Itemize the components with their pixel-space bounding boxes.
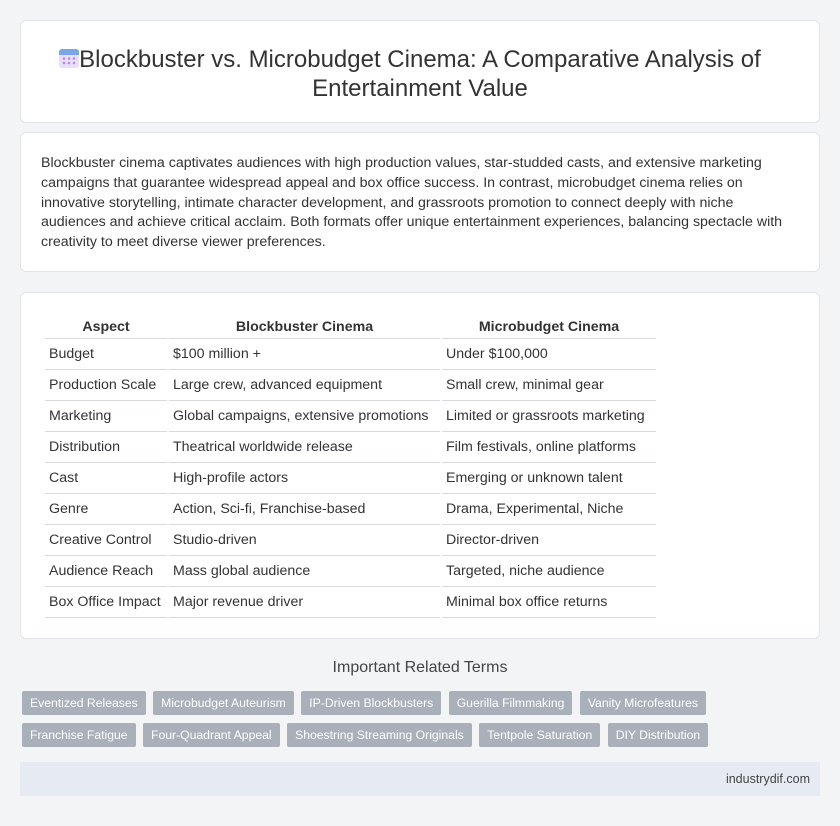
table-cell: Mass global audience [169,556,440,587]
table-row [45,587,656,618]
term-tag[interactable]: Microbudget Auteurism [153,691,294,715]
table-cell: Limited or grassroots marketing [442,401,656,432]
table-cell: Under $100,000 [442,339,656,370]
table-row [45,339,656,370]
comparison-card [20,292,820,639]
table-cell: Genre [45,494,167,525]
related-terms-title: Important Related Terms [332,659,508,676]
table-cell: High-profile actors [169,463,440,494]
table-cell: Distribution [45,432,167,463]
table-cell: Emerging or unknown talent [442,463,656,494]
table-cell: Minimal box office returns [442,587,656,618]
term-tag[interactable]: Four-Quadrant Appeal [143,723,280,747]
related-terms-list [22,691,822,755]
table-cell: Major revenue driver [169,587,440,618]
table-cell: Targeted, niche audience [442,556,656,587]
table-cell: Director-driven [442,525,656,556]
table-cell: Small crew, minimal gear [442,370,656,401]
intro-card [20,132,820,272]
column-header-microbudget: Microbudget Cinema [442,314,656,339]
table-cell: Studio-driven [169,525,440,556]
intro-paragraph: Blockbuster cinema captivates audiences with high production values, star-studded casts, and extensive marketing campaigns that guarantee widespread appeal and box office success. In contrast, microbudget cinema relies on innovative storytelling, intimate character development, and grassroots promotion to connect deeply with niche audiences and achieve critical acclaim. Both formats offer unique entertainment experiences, balancing spectacle with creativity to meet diverse viewer preferences. [41,155,783,251]
table-cell: Audience Reach [45,556,167,587]
term-tag[interactable]: Eventized Releases [22,691,146,715]
term-tag[interactable]: Guerilla Filmmaking [449,691,573,715]
table-cell: Cast [45,463,167,494]
table-row [45,463,656,494]
table-cell: Action, Sci-fi, Franchise-based [169,494,440,525]
table-cell: Large crew, advanced equipment [169,370,440,401]
table-row [45,370,656,401]
table-row [45,556,656,587]
table-cell: Production Scale [45,370,167,401]
table-header-row [45,314,656,339]
table-cell: $100 million + [169,339,440,370]
table-cell: Film festivals, online platforms [442,432,656,463]
footer [20,762,820,796]
table-row [45,525,656,556]
page-title [21,45,819,103]
table-row [45,401,656,432]
comparison-table [43,314,658,618]
term-tag[interactable]: Tentpole Saturation [479,723,600,747]
page-title-line-1: Blockbuster vs. Microbudget Cinema: A Comparative Analysis of [79,46,761,73]
column-header-aspect: Aspect [45,314,167,339]
term-tag[interactable]: Vanity Microfeatures [580,691,706,715]
term-tag[interactable]: Shoestring Streaming Originals [287,723,472,747]
column-header-blockbuster: Blockbuster Cinema [169,314,440,339]
term-tag[interactable]: Franchise Fatigue [22,723,136,747]
title-card [20,20,820,123]
table-cell: Creative Control [45,525,167,556]
term-tag[interactable]: IP-Driven Blockbusters [301,691,441,715]
table-cell: Theatrical worldwide release [169,432,440,463]
term-tag[interactable]: DIY Distribution [608,723,708,747]
table-cell: Drama, Experimental, Niche [442,494,656,525]
table-row [45,494,656,525]
table-cell: Global campaigns, extensive promotions [169,401,440,432]
table-cell: Box Office Impact [45,587,167,618]
page-title-line-2: Entertainment Value [312,75,528,102]
table-cell: Budget [45,339,167,370]
table-cell: Marketing [45,401,167,432]
table-row [45,432,656,463]
footer-site-link[interactable]: industrydif.com [725,772,810,786]
